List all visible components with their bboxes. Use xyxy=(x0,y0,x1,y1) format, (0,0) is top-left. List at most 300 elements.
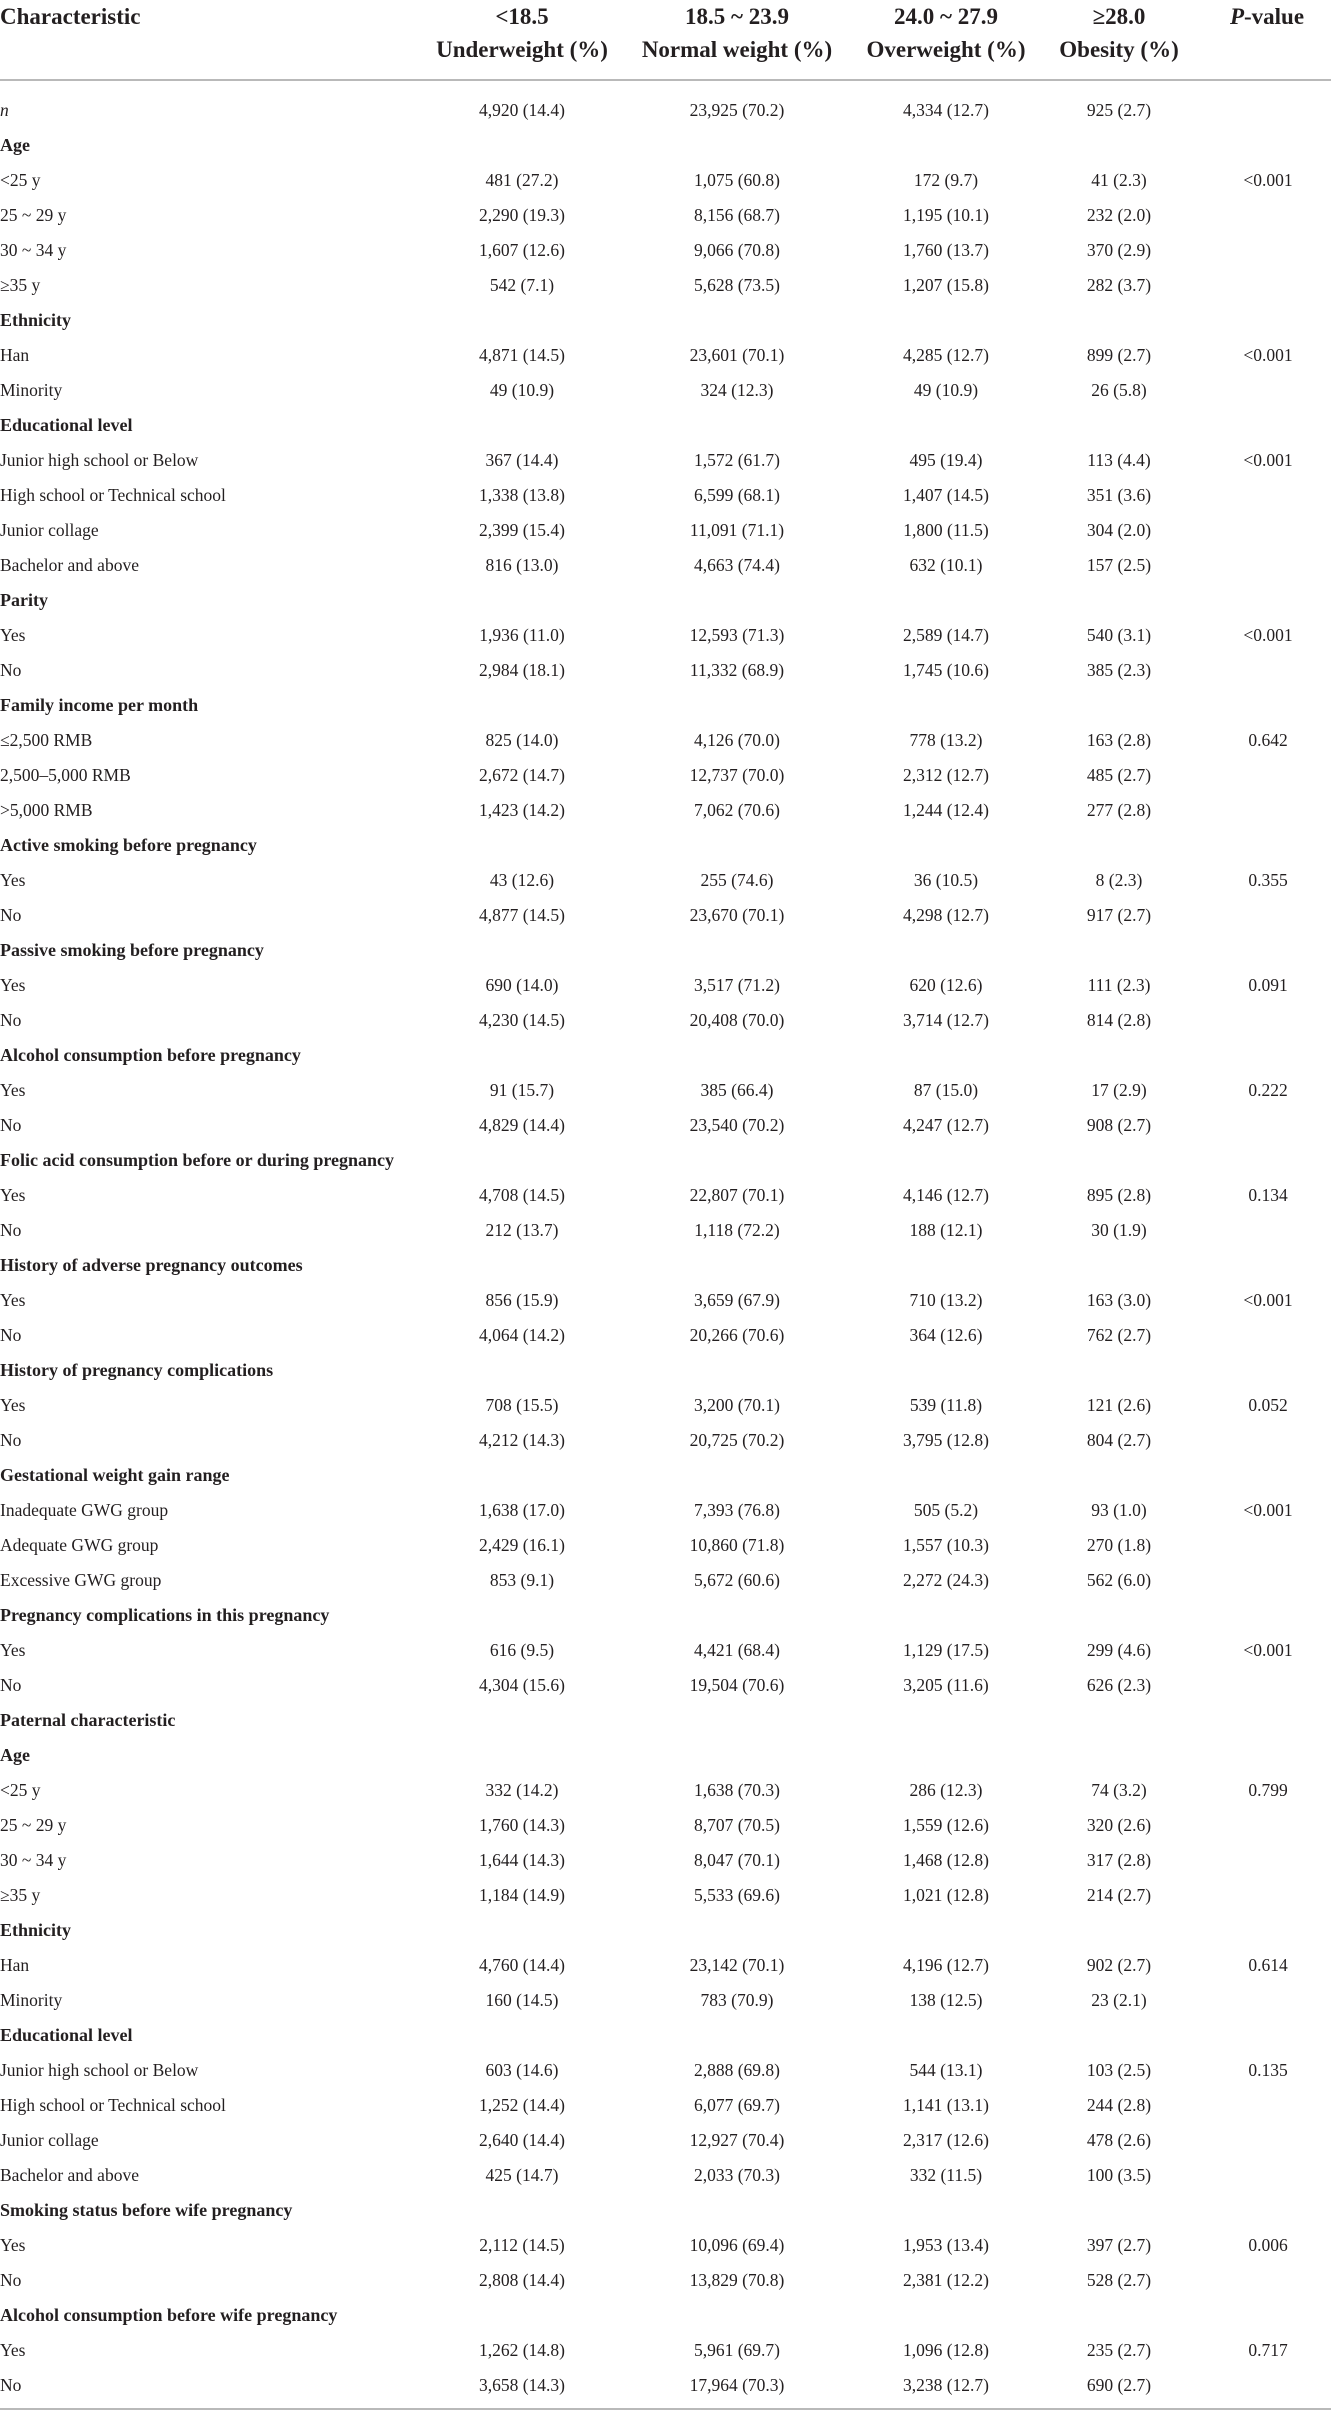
p-value-cell xyxy=(1168,2088,1331,2123)
value-cell: 17,964 (70.3) xyxy=(689,2375,785,2395)
value-cell: 10,860 (71.8) xyxy=(689,1535,785,1555)
value-cell: 2,589 (14.7) xyxy=(902,625,990,645)
row-label: Yes xyxy=(0,1185,26,1205)
row-label: n xyxy=(0,100,9,120)
row-label: Yes xyxy=(0,2340,26,2360)
value-cell: 3,200 (70.1) xyxy=(693,1395,781,1415)
value-cell: 282 (3.7) xyxy=(1086,275,1152,295)
p-value-cell: <0.001 xyxy=(1243,1500,1293,1520)
row-label: Bachelor and above xyxy=(0,555,139,575)
value-cell: 12,927 (70.4) xyxy=(689,2130,785,2150)
p-value-cell: 0.134 xyxy=(1248,1185,1288,1205)
value-cell: 4,760 (14.4) xyxy=(478,1955,566,1975)
p-value-cell xyxy=(1168,268,1331,303)
value-cell: 91 (15.7) xyxy=(489,1080,555,1100)
value-cell: 4,920 (14.4) xyxy=(478,100,566,120)
value-cell: 10,096 (69.4) xyxy=(689,2235,785,2255)
value-cell: 783 (70.9) xyxy=(700,1990,774,2010)
value-cell: 2,112 (14.5) xyxy=(479,2235,565,2255)
value-cell: 1,638 (17.0) xyxy=(478,1500,566,1520)
value-cell: 1,129 (17.5) xyxy=(902,1640,990,1660)
value-cell: 23,601 (70.1) xyxy=(689,345,785,365)
value-cell: 299 (4.6) xyxy=(1086,1640,1152,1660)
p-value-cell xyxy=(1168,2158,1331,2193)
value-cell: 2,033 (70.3) xyxy=(693,2165,781,2185)
value-cell: 255 (74.6) xyxy=(700,870,774,890)
value-cell: 5,628 (73.5) xyxy=(693,275,781,295)
value-cell: 74 (3.2) xyxy=(1091,1780,1147,1800)
section-heading: Passive smoking before pregnancy xyxy=(0,940,264,960)
value-cell: 1,407 (14.5) xyxy=(902,485,990,505)
value-cell: 2,984 (18.1) xyxy=(478,660,566,680)
value-cell: 364 (12.6) xyxy=(909,1325,983,1345)
p-value-cell xyxy=(1168,1528,1331,1563)
value-cell: 2,640 (14.4) xyxy=(478,2130,566,2150)
value-cell: 902 (2.7) xyxy=(1086,1955,1152,1975)
row-label: Yes xyxy=(0,2235,26,2255)
value-cell: 4,304 (15.6) xyxy=(478,1675,566,1695)
row-label: Yes xyxy=(0,1395,26,1415)
value-cell: 2,381 (12.2) xyxy=(902,2270,990,2290)
value-cell: 1,638 (70.3) xyxy=(693,1780,781,1800)
value-cell: 351 (3.6) xyxy=(1086,485,1152,505)
value-cell: 544 (13.1) xyxy=(909,2060,983,2080)
value-cell: 270 (1.8) xyxy=(1086,1535,1152,1555)
value-cell: 20,266 (70.6) xyxy=(689,1325,785,1345)
row-label: ≥35 y xyxy=(0,1885,41,1905)
value-cell: 425 (14.7) xyxy=(485,2165,559,2185)
row-label: No xyxy=(0,1115,22,1135)
value-cell: 163 (3.0) xyxy=(1086,1290,1152,1310)
value-cell: 505 (5.2) xyxy=(913,1500,979,1520)
value-cell: 4,663 (74.4) xyxy=(693,555,781,575)
p-value-cell xyxy=(1168,1318,1331,1353)
p-value-cell: 0.614 xyxy=(1248,1955,1288,1975)
p-value-cell xyxy=(1168,1563,1331,1598)
p-value-cell: 0.135 xyxy=(1248,2060,1288,2080)
value-cell: 235 (2.7) xyxy=(1086,2340,1152,2360)
p-value-cell xyxy=(1168,1423,1331,1458)
value-cell: 1,572 (61.7) xyxy=(693,450,781,470)
value-cell: 3,714 (12.7) xyxy=(902,1010,990,1030)
p-value-cell: <0.001 xyxy=(1243,625,1293,645)
value-cell: 23 (2.1) xyxy=(1091,1990,1147,2010)
value-cell: 1,607 (12.6) xyxy=(478,240,566,260)
value-cell: 2,808 (14.4) xyxy=(478,2270,566,2290)
row-label: High school or Technical school xyxy=(0,485,226,505)
section-heading: Alcohol consumption before pregnancy xyxy=(0,1045,301,1065)
value-cell: 214 (2.7) xyxy=(1086,1885,1152,1905)
value-cell: 899 (2.7) xyxy=(1086,345,1152,365)
value-cell: 816 (13.0) xyxy=(485,555,559,575)
value-cell: 5,533 (69.6) xyxy=(693,1885,781,1905)
value-cell: 3,658 (14.3) xyxy=(478,2375,566,2395)
row-label: Minority xyxy=(0,1990,63,2010)
value-cell: 23,142 (70.1) xyxy=(689,1955,785,1975)
value-cell: 324 (12.3) xyxy=(700,380,774,400)
value-cell: 485 (2.7) xyxy=(1086,765,1152,785)
value-cell: 23,540 (70.2) xyxy=(689,1115,785,1135)
row-label: Adequate GWG group xyxy=(0,1535,159,1555)
value-cell: 23,925 (70.2) xyxy=(689,100,785,120)
value-cell: 320 (2.6) xyxy=(1086,1815,1152,1835)
value-cell: 1,557 (10.3) xyxy=(902,1535,990,1555)
value-cell: 385 (66.4) xyxy=(700,1080,774,1100)
value-cell: 232 (2.0) xyxy=(1086,205,1152,225)
value-cell: 825 (14.0) xyxy=(485,730,559,750)
p-value-cell xyxy=(1168,793,1331,828)
value-cell: 1,760 (14.3) xyxy=(478,1815,566,1835)
row-label: Yes xyxy=(0,625,26,645)
p-value-cell xyxy=(1168,1003,1331,1038)
p-value-cell: <0.001 xyxy=(1243,1290,1293,1310)
value-cell: 5,961 (69.7) xyxy=(693,2340,781,2360)
section-heading: Pregnancy complications in this pregnancy xyxy=(0,1605,330,1625)
value-cell: 814 (2.8) xyxy=(1086,1010,1152,1030)
header-overweight: 24.0 ~ 27.9 Overweight (%) xyxy=(866,4,1026,62)
value-cell: 1,644 (14.3) xyxy=(478,1850,566,1870)
value-cell: 49 (10.9) xyxy=(489,380,555,400)
section-heading: Folic acid consumption before or during pregnancy xyxy=(0,1150,395,1170)
value-cell: 367 (14.4) xyxy=(485,450,559,470)
value-cell: 163 (2.8) xyxy=(1086,730,1152,750)
row-label: Junior collage xyxy=(0,520,99,540)
value-cell: 539 (11.8) xyxy=(909,1395,983,1415)
row-label: Yes xyxy=(0,1290,26,1310)
p-value-cell xyxy=(1168,93,1331,128)
value-cell: 121 (2.6) xyxy=(1086,1395,1152,1415)
row-label: 2,500–5,000 RMB xyxy=(0,765,131,785)
p-value-cell: 0.006 xyxy=(1248,2235,1288,2255)
value-cell: 4,298 (12.7) xyxy=(902,905,990,925)
p-value-cell xyxy=(1168,1843,1331,1878)
value-cell: 1,338 (13.8) xyxy=(478,485,566,505)
value-cell: 1,262 (14.8) xyxy=(478,2340,566,2360)
value-cell: 616 (9.5) xyxy=(489,1640,555,1660)
row-label: <25 y xyxy=(0,1780,41,1800)
value-cell: 317 (2.8) xyxy=(1086,1850,1152,1870)
section-heading: Educational level xyxy=(0,415,133,435)
row-label: Junior high school or Below xyxy=(0,450,199,470)
row-label: Minority xyxy=(0,380,63,400)
value-cell: 4,146 (12.7) xyxy=(902,1185,990,1205)
row-label: Yes xyxy=(0,870,26,890)
value-cell: 385 (2.3) xyxy=(1086,660,1152,680)
value-cell: 917 (2.7) xyxy=(1086,905,1152,925)
section-heading: Gestational weight gain range xyxy=(0,1465,230,1485)
row-label: No xyxy=(0,1010,22,1030)
value-cell: 9,066 (70.8) xyxy=(693,240,781,260)
value-cell: 244 (2.8) xyxy=(1086,2095,1152,2115)
p-value-cell: 0.355 xyxy=(1248,870,1288,890)
value-cell: 690 (14.0) xyxy=(485,975,559,995)
value-cell: 4,196 (12.7) xyxy=(902,1955,990,1975)
p-value-cell xyxy=(1168,1213,1331,1248)
value-cell: 1,953 (13.4) xyxy=(902,2235,990,2255)
value-cell: 1,745 (10.6) xyxy=(902,660,990,680)
value-cell: 100 (3.5) xyxy=(1086,2165,1152,2185)
p-value-cell xyxy=(1168,548,1331,583)
value-cell: 26 (5.8) xyxy=(1091,380,1147,400)
p-value-cell xyxy=(1168,653,1331,688)
value-cell: 87 (15.0) xyxy=(913,1080,979,1100)
header-underweight: <18.5 Underweight (%) xyxy=(436,4,608,62)
value-cell: 1,195 (10.1) xyxy=(902,205,990,225)
value-cell: 4,421 (68.4) xyxy=(693,1640,781,1660)
value-cell: 111 (2.3) xyxy=(1087,975,1151,995)
value-cell: 478 (2.6) xyxy=(1086,2130,1152,2150)
p-value-cell: <0.001 xyxy=(1243,170,1293,190)
section-heading: Smoking status before wife pregnancy xyxy=(0,2200,293,2220)
header-rule xyxy=(0,79,1331,81)
row-label: No xyxy=(0,1220,22,1240)
value-cell: 1,468 (12.8) xyxy=(902,1850,990,1870)
value-cell: 5,672 (60.6) xyxy=(693,1570,781,1590)
value-cell: 12,737 (70.0) xyxy=(689,765,785,785)
value-cell: 20,408 (70.0) xyxy=(689,1010,785,1030)
value-cell: 895 (2.8) xyxy=(1086,1185,1152,1205)
value-cell: 103 (2.5) xyxy=(1086,2060,1152,2080)
value-cell: 49 (10.9) xyxy=(913,380,979,400)
row-label: No xyxy=(0,1430,22,1450)
value-cell: 495 (19.4) xyxy=(909,450,983,470)
value-cell: 603 (14.6) xyxy=(485,2060,559,2080)
row-label: Bachelor and above xyxy=(0,2165,139,2185)
row-label: 25 ~ 29 y xyxy=(0,205,67,225)
value-cell: 620 (12.6) xyxy=(909,975,983,995)
row-label: ≤2,500 RMB xyxy=(0,730,93,750)
row-label: No xyxy=(0,2270,22,2290)
value-cell: 6,077 (69.7) xyxy=(693,2095,781,2115)
section-heading: Age xyxy=(0,135,30,155)
p-value-cell xyxy=(1168,198,1331,233)
value-cell: 3,205 (11.6) xyxy=(903,1675,989,1695)
value-cell: 1,141 (13.1) xyxy=(902,2095,990,2115)
value-cell: 23,670 (70.1) xyxy=(689,905,785,925)
section-heading: Paternal characteristic xyxy=(0,1710,176,1730)
section-heading: Ethnicity xyxy=(0,1920,72,1940)
value-cell: 8,047 (70.1) xyxy=(693,1850,781,1870)
section-heading: History of adverse pregnancy outcomes xyxy=(0,1255,303,1275)
value-cell: 7,393 (76.8) xyxy=(693,1500,781,1520)
value-cell: 4,230 (14.5) xyxy=(478,1010,566,1030)
row-label: <25 y xyxy=(0,170,41,190)
value-cell: 11,091 (71.1) xyxy=(689,520,785,540)
value-cell: 1,936 (11.0) xyxy=(479,625,565,645)
value-cell: 138 (12.5) xyxy=(909,1990,983,2010)
p-value-cell xyxy=(1168,898,1331,933)
p-value-cell: 0.799 xyxy=(1248,1780,1288,1800)
row-label: Junior high school or Below xyxy=(0,2060,199,2080)
value-cell: 626 (2.3) xyxy=(1086,1675,1152,1695)
value-cell: 277 (2.8) xyxy=(1086,800,1152,820)
value-cell: 2,312 (12.7) xyxy=(902,765,990,785)
row-label: No xyxy=(0,1325,22,1345)
row-label: No xyxy=(0,660,22,680)
value-cell: 22,807 (70.1) xyxy=(689,1185,785,1205)
p-value-cell: 0.717 xyxy=(1248,2340,1288,2360)
value-cell: 11,332 (68.9) xyxy=(689,660,785,680)
value-cell: 4,212 (14.3) xyxy=(478,1430,566,1450)
value-cell: 17 (2.9) xyxy=(1091,1080,1147,1100)
value-cell: 690 (2.7) xyxy=(1086,2375,1152,2395)
value-cell: 4,285 (12.7) xyxy=(902,345,990,365)
value-cell: 1,252 (14.4) xyxy=(478,2095,566,2115)
value-cell: 212 (13.7) xyxy=(485,1220,559,1240)
value-cell: 20,725 (70.2) xyxy=(689,1430,785,1450)
value-cell: 2,672 (14.7) xyxy=(478,765,566,785)
p-value-cell xyxy=(1168,233,1331,268)
value-cell: 2,888 (69.8) xyxy=(693,2060,781,2080)
value-cell: 4,877 (14.5) xyxy=(478,905,566,925)
value-cell: 332 (11.5) xyxy=(909,2165,983,2185)
value-cell: 632 (10.1) xyxy=(909,555,983,575)
value-cell: 3,659 (67.9) xyxy=(693,1290,781,1310)
p-value-cell: 0.091 xyxy=(1248,975,1288,995)
value-cell: 1,760 (13.7) xyxy=(902,240,990,260)
header-obesity: ≥28.0 Obesity (%) xyxy=(1059,4,1179,62)
row-label: Yes xyxy=(0,975,26,995)
value-cell: 12,593 (71.3) xyxy=(689,625,785,645)
value-cell: 6,599 (68.1) xyxy=(693,485,781,505)
value-cell: 853 (9.1) xyxy=(489,1570,555,1590)
value-cell: 528 (2.7) xyxy=(1086,2270,1152,2290)
p-value-cell xyxy=(1168,1808,1331,1843)
value-cell: 4,829 (14.4) xyxy=(478,1115,566,1135)
value-cell: 4,334 (12.7) xyxy=(902,100,990,120)
value-cell: 1,096 (12.8) xyxy=(902,2340,990,2360)
row-label: No xyxy=(0,1675,22,1695)
section-heading: Age xyxy=(0,1745,30,1765)
p-value-cell xyxy=(1168,513,1331,548)
value-cell: 43 (12.6) xyxy=(489,870,555,890)
value-cell: 804 (2.7) xyxy=(1086,1430,1152,1450)
value-cell: 36 (10.5) xyxy=(913,870,979,890)
value-cell: 19,504 (70.6) xyxy=(689,1675,785,1695)
value-cell: 2,399 (15.4) xyxy=(478,520,566,540)
p-value-cell xyxy=(1168,1878,1331,1913)
row-label: No xyxy=(0,2375,22,2395)
p-value-cell xyxy=(1168,2368,1331,2403)
value-cell: 7,062 (70.6) xyxy=(693,800,781,820)
p-value-cell xyxy=(1168,478,1331,513)
p-value-cell: 0.642 xyxy=(1248,730,1288,750)
header-normal-weight: 18.5 ~ 23.9 Normal weight (%) xyxy=(641,4,833,62)
p-value-cell: 0.052 xyxy=(1248,1395,1288,1415)
value-cell: 908 (2.7) xyxy=(1086,1115,1152,1135)
p-value-cell xyxy=(1168,1983,1331,2018)
value-cell: 1,118 (72.2) xyxy=(694,1220,780,1240)
value-cell: 708 (15.5) xyxy=(485,1395,559,1415)
row-label: Junior collage xyxy=(0,2130,99,2150)
value-cell: 41 (2.3) xyxy=(1091,170,1147,190)
bottom-rule xyxy=(0,2408,1331,2410)
p-value-cell xyxy=(1168,758,1331,793)
row-label: 30 ~ 34 y xyxy=(0,240,67,260)
value-cell: 542 (7.1) xyxy=(489,275,555,295)
row-label: Yes xyxy=(0,1080,26,1100)
row-label: 25 ~ 29 y xyxy=(0,1815,67,1835)
value-cell: 286 (12.3) xyxy=(909,1780,983,1800)
value-cell: 8,156 (68.7) xyxy=(693,205,781,225)
value-cell: 13,829 (70.8) xyxy=(689,2270,785,2290)
value-cell: 4,708 (14.5) xyxy=(478,1185,566,1205)
value-cell: 3,517 (71.2) xyxy=(693,975,781,995)
value-cell: 397 (2.7) xyxy=(1086,2235,1152,2255)
value-cell: 113 (4.4) xyxy=(1087,450,1151,470)
row-label: Han xyxy=(0,1955,30,1975)
row-label: Yes xyxy=(0,1640,26,1660)
row-label: 30 ~ 34 y xyxy=(0,1850,67,1870)
value-cell: 172 (9.7) xyxy=(913,170,979,190)
section-heading: Active smoking before pregnancy xyxy=(0,835,257,855)
p-value-cell: 0.222 xyxy=(1248,1080,1288,1100)
value-cell: 762 (2.7) xyxy=(1086,1325,1152,1345)
section-heading: Family income per month xyxy=(0,695,199,715)
value-cell: 1,559 (12.6) xyxy=(902,1815,990,1835)
row-label: >5,000 RMB xyxy=(0,800,93,820)
value-cell: 2,317 (12.6) xyxy=(902,2130,990,2150)
value-cell: 1,075 (60.8) xyxy=(693,170,781,190)
value-cell: 540 (3.1) xyxy=(1086,625,1152,645)
row-label: Han xyxy=(0,345,30,365)
value-cell: 2,429 (16.1) xyxy=(478,1535,566,1555)
value-cell: 4,871 (14.5) xyxy=(478,345,566,365)
value-cell: 778 (13.2) xyxy=(909,730,983,750)
value-cell: 2,272 (24.3) xyxy=(902,1570,990,1590)
value-cell: 481 (27.2) xyxy=(485,170,559,190)
row-label: High school or Technical school xyxy=(0,2095,226,2115)
section-heading: Alcohol consumption before wife pregnancy xyxy=(0,2305,338,2325)
value-cell: 8,707 (70.5) xyxy=(693,1815,781,1835)
value-cell: 925 (2.7) xyxy=(1086,100,1152,120)
value-cell: 562 (6.0) xyxy=(1086,1570,1152,1590)
value-cell: 8 (2.3) xyxy=(1095,870,1143,890)
value-cell: 304 (2.0) xyxy=(1086,520,1152,540)
value-cell: 1,207 (15.8) xyxy=(902,275,990,295)
value-cell: 2,290 (19.3) xyxy=(478,205,566,225)
p-value-cell xyxy=(1168,2263,1331,2298)
row-label: Excessive GWG group xyxy=(0,1570,162,1590)
value-cell: 30 (1.9) xyxy=(1091,1220,1147,1240)
p-value-cell xyxy=(1168,373,1331,408)
row-label: No xyxy=(0,905,22,925)
value-cell: 188 (12.1) xyxy=(909,1220,983,1240)
value-cell: 3,795 (12.8) xyxy=(902,1430,990,1450)
p-value-cell: <0.001 xyxy=(1243,345,1293,365)
row-label: ≥35 y xyxy=(0,275,41,295)
value-cell: 710 (13.2) xyxy=(909,1290,983,1310)
value-cell: 4,247 (12.7) xyxy=(902,1115,990,1135)
value-cell: 332 (14.2) xyxy=(485,1780,559,1800)
section-heading: Parity xyxy=(0,590,48,610)
p-value-cell xyxy=(1168,2123,1331,2158)
value-cell: 1,423 (14.2) xyxy=(478,800,566,820)
p-value-cell xyxy=(1168,1108,1331,1143)
row-label: Inadequate GWG group xyxy=(0,1500,169,1520)
value-cell: 370 (2.9) xyxy=(1086,240,1152,260)
section-heading: Ethnicity xyxy=(0,310,72,330)
value-cell: 1,244 (12.4) xyxy=(902,800,990,820)
section-heading: Educational level xyxy=(0,2025,133,2045)
value-cell: 856 (15.9) xyxy=(485,1290,559,1310)
value-cell: 1,800 (11.5) xyxy=(903,520,989,540)
header-pvalue: P-value xyxy=(1229,4,1305,29)
header-characteristic: Characteristic xyxy=(0,4,141,29)
value-cell: 160 (14.5) xyxy=(485,1990,559,2010)
value-cell: 3,238 (12.7) xyxy=(902,2375,990,2395)
value-cell: 1,184 (14.9) xyxy=(478,1885,566,1905)
